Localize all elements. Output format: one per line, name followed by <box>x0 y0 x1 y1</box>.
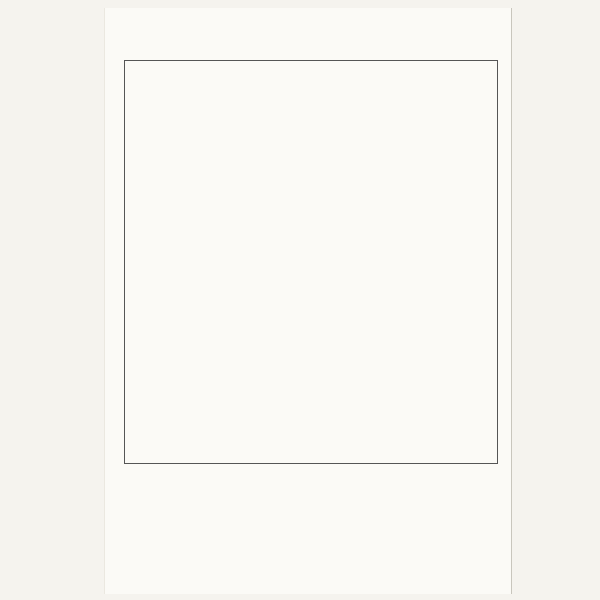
tablet-shape-grid <box>124 60 498 464</box>
